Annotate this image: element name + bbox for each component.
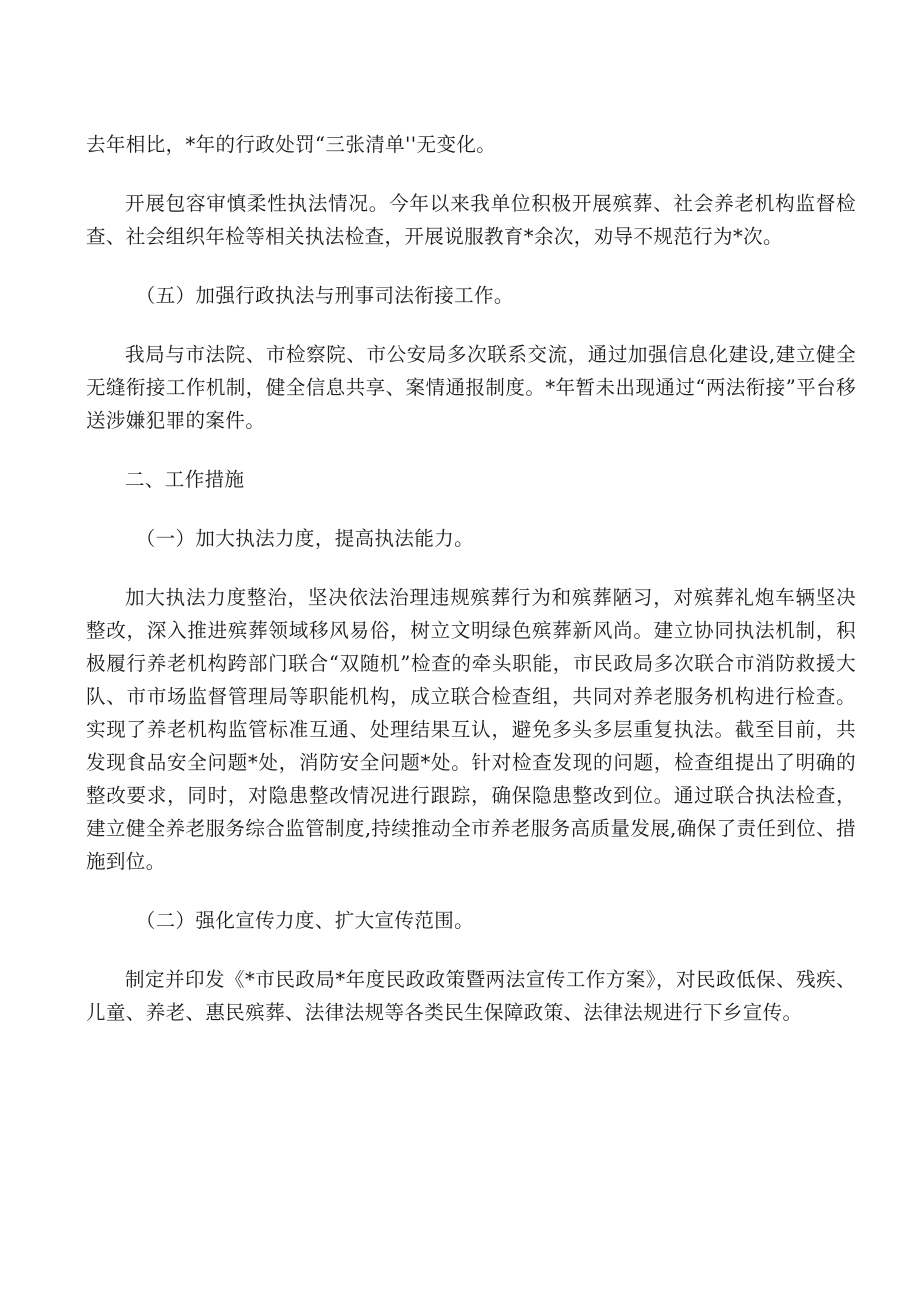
paragraph-enforcement-measures: 加大执法力度整治，坚决依法治理违规殡葬行为和殡葬陋习，对殡葬礼炮车辆坚决整改，深入推进殡葬领域移风易俗，树立文明绿色殡葬新风尚。建立协同执法机制，积极履行养老机构跨部门联合“双随机”检查的牵头职能，市民政局多次联合市消防救援大队、市市场监督管理局等职能机构，成立联合检查组，共同对养老服务机构进行检查。实现了养老机构监管标准互通、处理结果互认，避免多头多层重复执法。截至目前，共发现食品安全问题*处，消防安全问题*处。针对检查发现的问题，检查组提出了明确的整改要求，同时，对隐患整改情况进行跟踪，确保隐患整改到位。通过联合执法检查，建立健全养老服务综合监管制度,持续推动全市养老服务高质量发展,确保了责任到位、措施到位。 <box>86 586 856 873</box>
document-body <box>86 128 856 1029</box>
paragraph-continuation: 去年相比，*年的行政处罚“三张清单''无变化。 <box>86 133 497 156</box>
paragraph-two-law-linkage: 我局与市法院、市检察院、市公安局多次联系交流，通过加强信息化建设,建立健全无缝衔接工作机制，健全信息共享、案情通报制度。*年暂未出现通过“两法衔接”平台移送涉嫌犯罪的案件。 <box>86 343 856 432</box>
section-heading-measures: 二、工作措施 <box>125 468 245 491</box>
subheading-five: （五）加强行政执法与刑事司法衔接工作。 <box>135 284 514 307</box>
subheading-two: （二）强化宣传力度、扩大宣传范围。 <box>135 909 475 932</box>
paragraph-publicity: 制定并印发《*市民政局*年度民政政策暨两法宣传工作方案》，对民政低保、残疾、儿童、养老、惠民殡葬、法律法规等各类民生保障政策、法律法规进行下乡宣传。 <box>86 968 856 1024</box>
subheading-one: （一）加大执法力度，提高执法能力。 <box>135 527 475 550</box>
paragraph-lenient-enforcement: 开展包容审慎柔性执法情况。今年以来我单位积极开展殡葬、社会养老机构监督检查、社会组织年检等相关执法检查，开展说服教育*余次，劝导不规范行为*次。 <box>86 192 856 248</box>
